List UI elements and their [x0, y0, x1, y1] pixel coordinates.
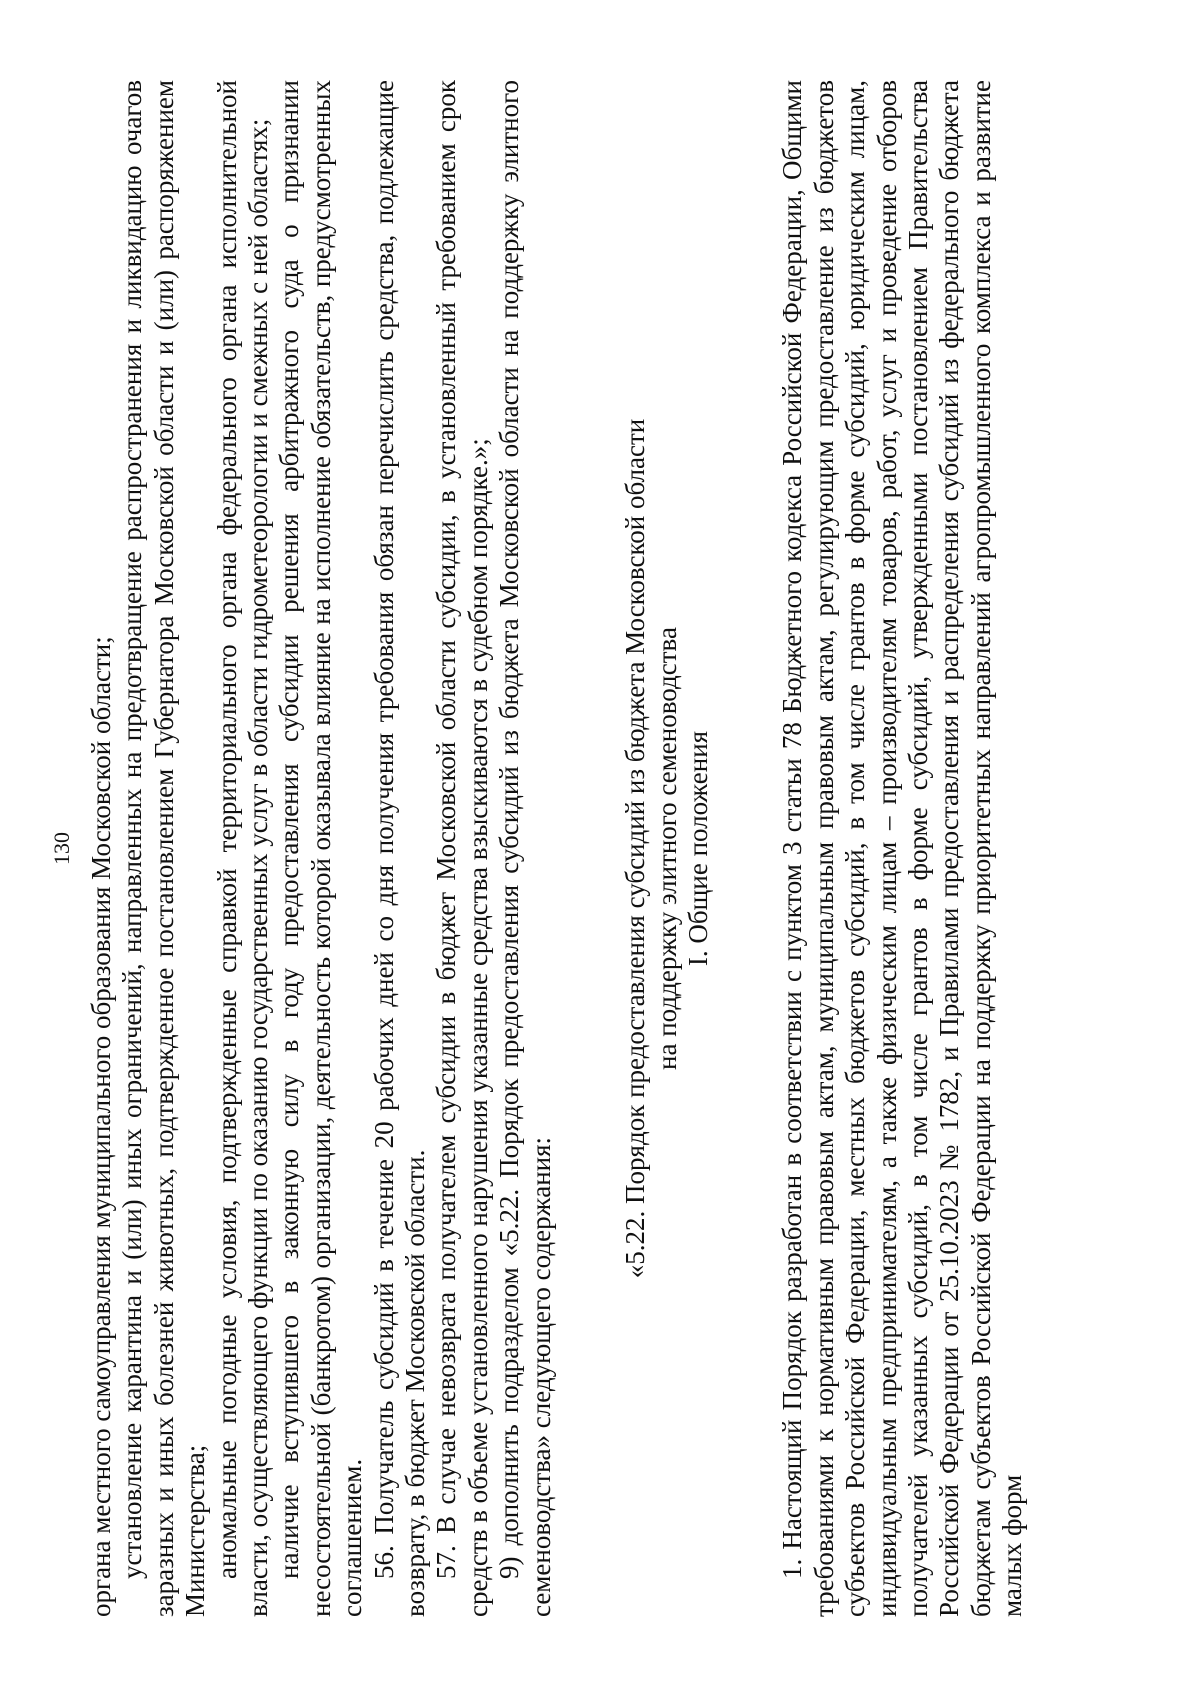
section-heading-line: «5.22. Порядок предоставления субсидий из бюджета Московской области: [620, 418, 651, 1279]
paragraph: органа местного самоуправления муниципального образования Московской области;: [86, 636, 116, 1617]
document-page: [50, 80, 1029, 1617]
blank-space: [714, 80, 777, 1617]
paragraph: 56. Получатель субсидий в течение 20 рабочих дней со дня получения требования обязан перечислить средства, подлежащие возврату, в бюджет Московской области.: [368, 80, 431, 1617]
section-heading: [620, 80, 714, 1617]
paragraph: 9) дополнить подразделом «5.22. Порядок предоставления субсидий из бюджета Московской области на поддержку элитного семеноводства» следующего содержания:: [494, 80, 556, 1617]
paragraph: наличие вступившего в законную силу в году предоставления субсидии решения арбитражного суда о признании несостоятельной (банкротом) организации, деятельность которой оказывала влияние на исполнение обязательств, предусмотренных соглашением.: [274, 80, 368, 1617]
paragraph: аномальные погодные условия, подтвержденные справкой территориального органа федерального органа исполнительной власти, осуществляющего функции по оказанию государственных услуг в области гидрометеорологии и смежных с ней областях;: [211, 80, 274, 1617]
section-heading-line: на поддержку элитного семеноводства: [651, 627, 682, 1070]
page-number: 130: [49, 832, 74, 865]
blank-space: [557, 80, 620, 1617]
subsection-heading: I. Общие положения: [682, 730, 713, 967]
paragraph: установление карантина и (или) иных ограничений, направленных на предотвращение распространения и ликвидацию очагов заразных и иных болезней животных, подтвержденное постановлением Губернатора Московской области и (или) распоряжением Министерства;: [117, 80, 211, 1617]
paragraph: 1. Настоящий Порядок разработан в соответствии с пунктом 3 статьи 78 Бюджетного кодекса Российской Федерации, Общими требованиями к нормативным правовым актам, муниципальным правовым актам, регулирующим предоставление из бюджетов субъектов Российской Федерации, местных бюджетов субсидий, в том числе грантов в форме субсидий, юридическим лицам, индивидуальным предпринимателям, а также физическим лицам – производителям товаров, работ, услуг и проведение отборов получателей указанных субсидий, в том числе грантов в форме субсидий, утвержденными постановлением Правительства Российской Федерации от 25.10.2023 № 1782, и Правилами предоставления и распределения субсидий из федерального бюджета бюджетам субъектов Российской Федерации на поддержку приоритетных направлений агропромышленного комплекса и развитие малых форм: [777, 80, 1028, 1617]
paragraph: 57. В случае невозврата получателем субсидии в бюджет Московской области субсидии, в установленный требованием срок средств в объеме установленного нарушения указанные средства взыскиваются в судебном порядке.»;: [431, 80, 493, 1617]
